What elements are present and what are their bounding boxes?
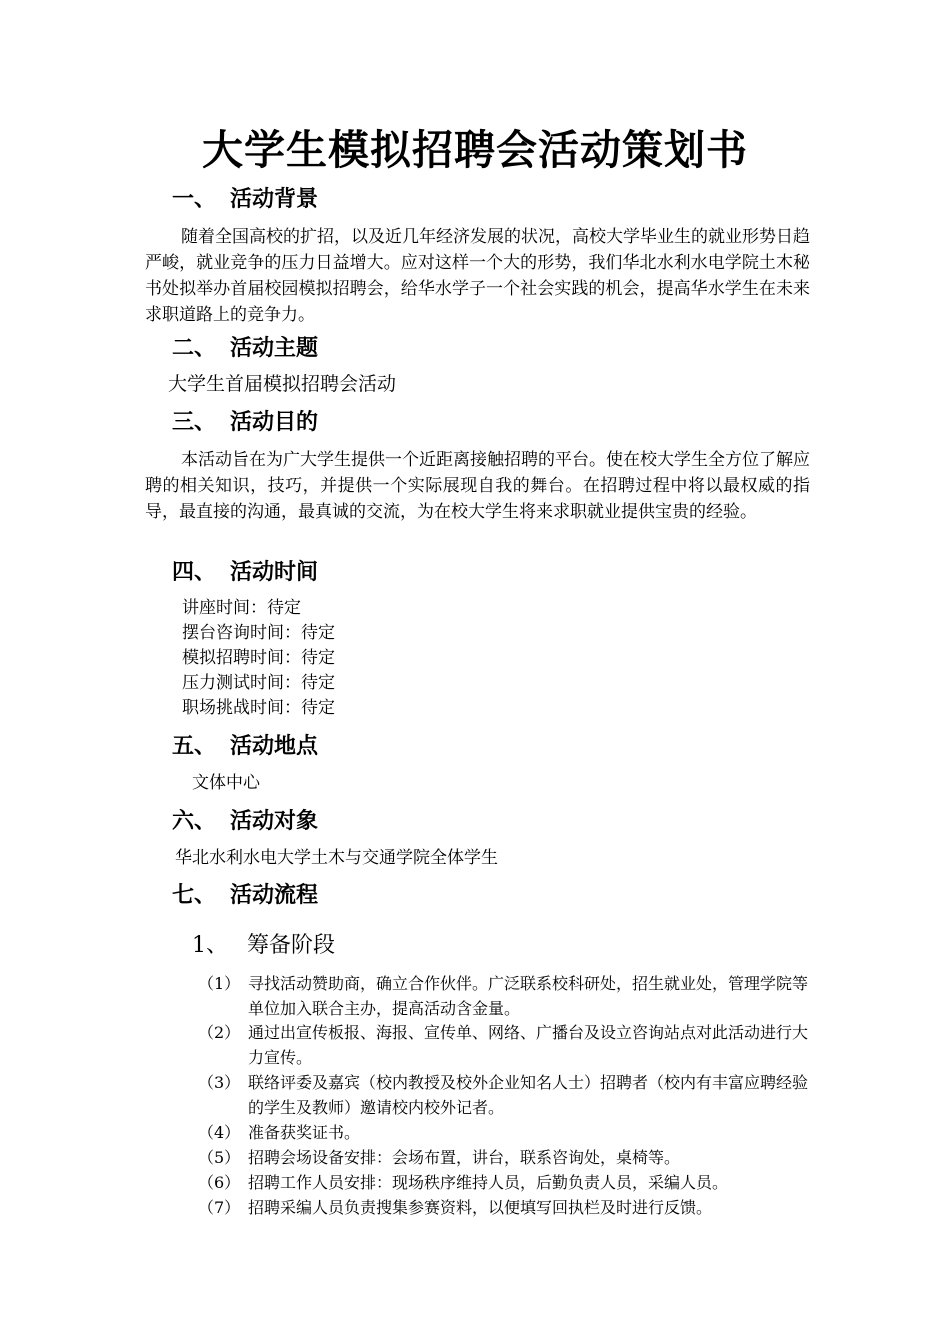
section-body-background: [145, 224, 810, 328]
item-text: 招聘采编人员负责搜集参赛资料，以便填写回执栏及时进行反馈。: [248, 1198, 713, 1217]
section-title: 活动目的: [230, 410, 319, 435]
section-body-venue: 文体中心: [192, 773, 260, 793]
item-text: 招聘会场设备安排：会场布置，讲台，联系咨询处，桌椅等。: [248, 1148, 681, 1167]
schedule-line-mock-recruitment: 模拟招聘时间：待定: [182, 648, 335, 668]
process-item: [198, 1070, 810, 1120]
item-text: 招聘工作人员安排：现场秩序维持人员，后勤负责人员，采编人员。: [248, 1173, 729, 1192]
section-heading-venue: [172, 731, 318, 763]
section-body-purpose: [145, 447, 810, 525]
stage-title: 筹备阶段: [247, 933, 336, 958]
process-item: [198, 1145, 810, 1170]
section-heading-time: [172, 557, 318, 589]
item-number: （7）: [198, 1198, 241, 1217]
section-heading-audience: [172, 806, 318, 838]
section-title: 活动背景: [230, 187, 319, 212]
process-item: [198, 1020, 810, 1070]
section-number: 七、: [172, 883, 217, 908]
item-text: 联络评委及嘉宾（校内教授及校外企业知名人士）招聘者（校内有丰富应聘经验的学生及教师）邀请校内校外记者。: [248, 1073, 809, 1117]
schedule-line-consulting: 摆台咨询时间：待定: [182, 623, 335, 643]
section-heading-background: [172, 184, 318, 216]
item-text: 寻找活动赞助商，确立合作伙伴。广泛联系校科研处，招生就业处，管理学院等单位加入联合主办，提高活动含金量。: [248, 974, 809, 1018]
section-title: 活动主题: [230, 336, 319, 361]
section-number: 四、: [172, 560, 217, 585]
item-number: （3）: [198, 1073, 241, 1092]
section-title: 活动时间: [230, 560, 319, 585]
section-heading-process: [172, 880, 318, 912]
paragraph-text: 本活动旨在为广大学生提供一个近距离接触招聘的平台。使在校大学生全方位了解应聘的相关知识，技巧，并提供一个实际展现自我的舞台。在招聘过程中将以最权威的指导，最直接的沟通，最真诚的交流，为在校大学生将来求职就业提供宝贵的经验。: [145, 450, 810, 522]
section-body-audience: 华北水利水电大学土木与交通学院全体学生: [175, 848, 498, 868]
schedule-line-workplace-challenge: 职场挑战时间：待定: [182, 698, 335, 718]
section-body-theme: 大学生首届模拟招聘会活动: [168, 373, 397, 395]
section-title: 活动地点: [230, 734, 319, 759]
section-heading-purpose: [172, 407, 318, 439]
item-text: 准备获奖证书。: [248, 1123, 361, 1142]
section-number: 三、: [172, 410, 217, 435]
stage-number: 1、: [192, 933, 228, 958]
item-number: （2）: [198, 1023, 241, 1042]
section-number: 一、: [172, 187, 217, 212]
section-number: 五、: [172, 734, 217, 759]
process-item: [198, 1170, 810, 1195]
process-item: [198, 1120, 810, 1145]
document-title: 大学生模拟招聘会活动策划书: [202, 126, 748, 174]
item-text: 通过出宣传板报、海报、宣传单、网络、广播台及设立咨询站点对此活动进行大力宣传。: [248, 1023, 809, 1067]
process-stage-heading: [192, 930, 335, 962]
item-number: （1）: [198, 974, 241, 993]
section-heading-theme: [172, 333, 318, 365]
process-item: [198, 971, 810, 1021]
item-number: （5）: [198, 1148, 241, 1167]
section-number: 六、: [172, 809, 217, 834]
item-number: （4）: [198, 1123, 241, 1142]
process-item: [198, 1195, 810, 1220]
schedule-line-lecture: 讲座时间：待定: [182, 598, 301, 618]
schedule-line-stress-test: 压力测试时间：待定: [182, 673, 335, 693]
section-title: 活动流程: [230, 883, 319, 908]
section-number: 二、: [172, 336, 217, 361]
item-number: （6）: [198, 1173, 241, 1192]
section-title: 活动对象: [230, 809, 319, 834]
paragraph-text: 随着全国高校的扩招，以及近几年经济发展的状况，高校大学毕业生的就业形势日趋严峻，就业竞争的压力日益增大。应对这样一个大的形势，我们华北水利水电学院土木秘书处拟举办首届校园模拟招聘会，给华水学子一个社会实践的机会，提高华水学生在未来求职道路上的竞争力。: [145, 227, 810, 325]
